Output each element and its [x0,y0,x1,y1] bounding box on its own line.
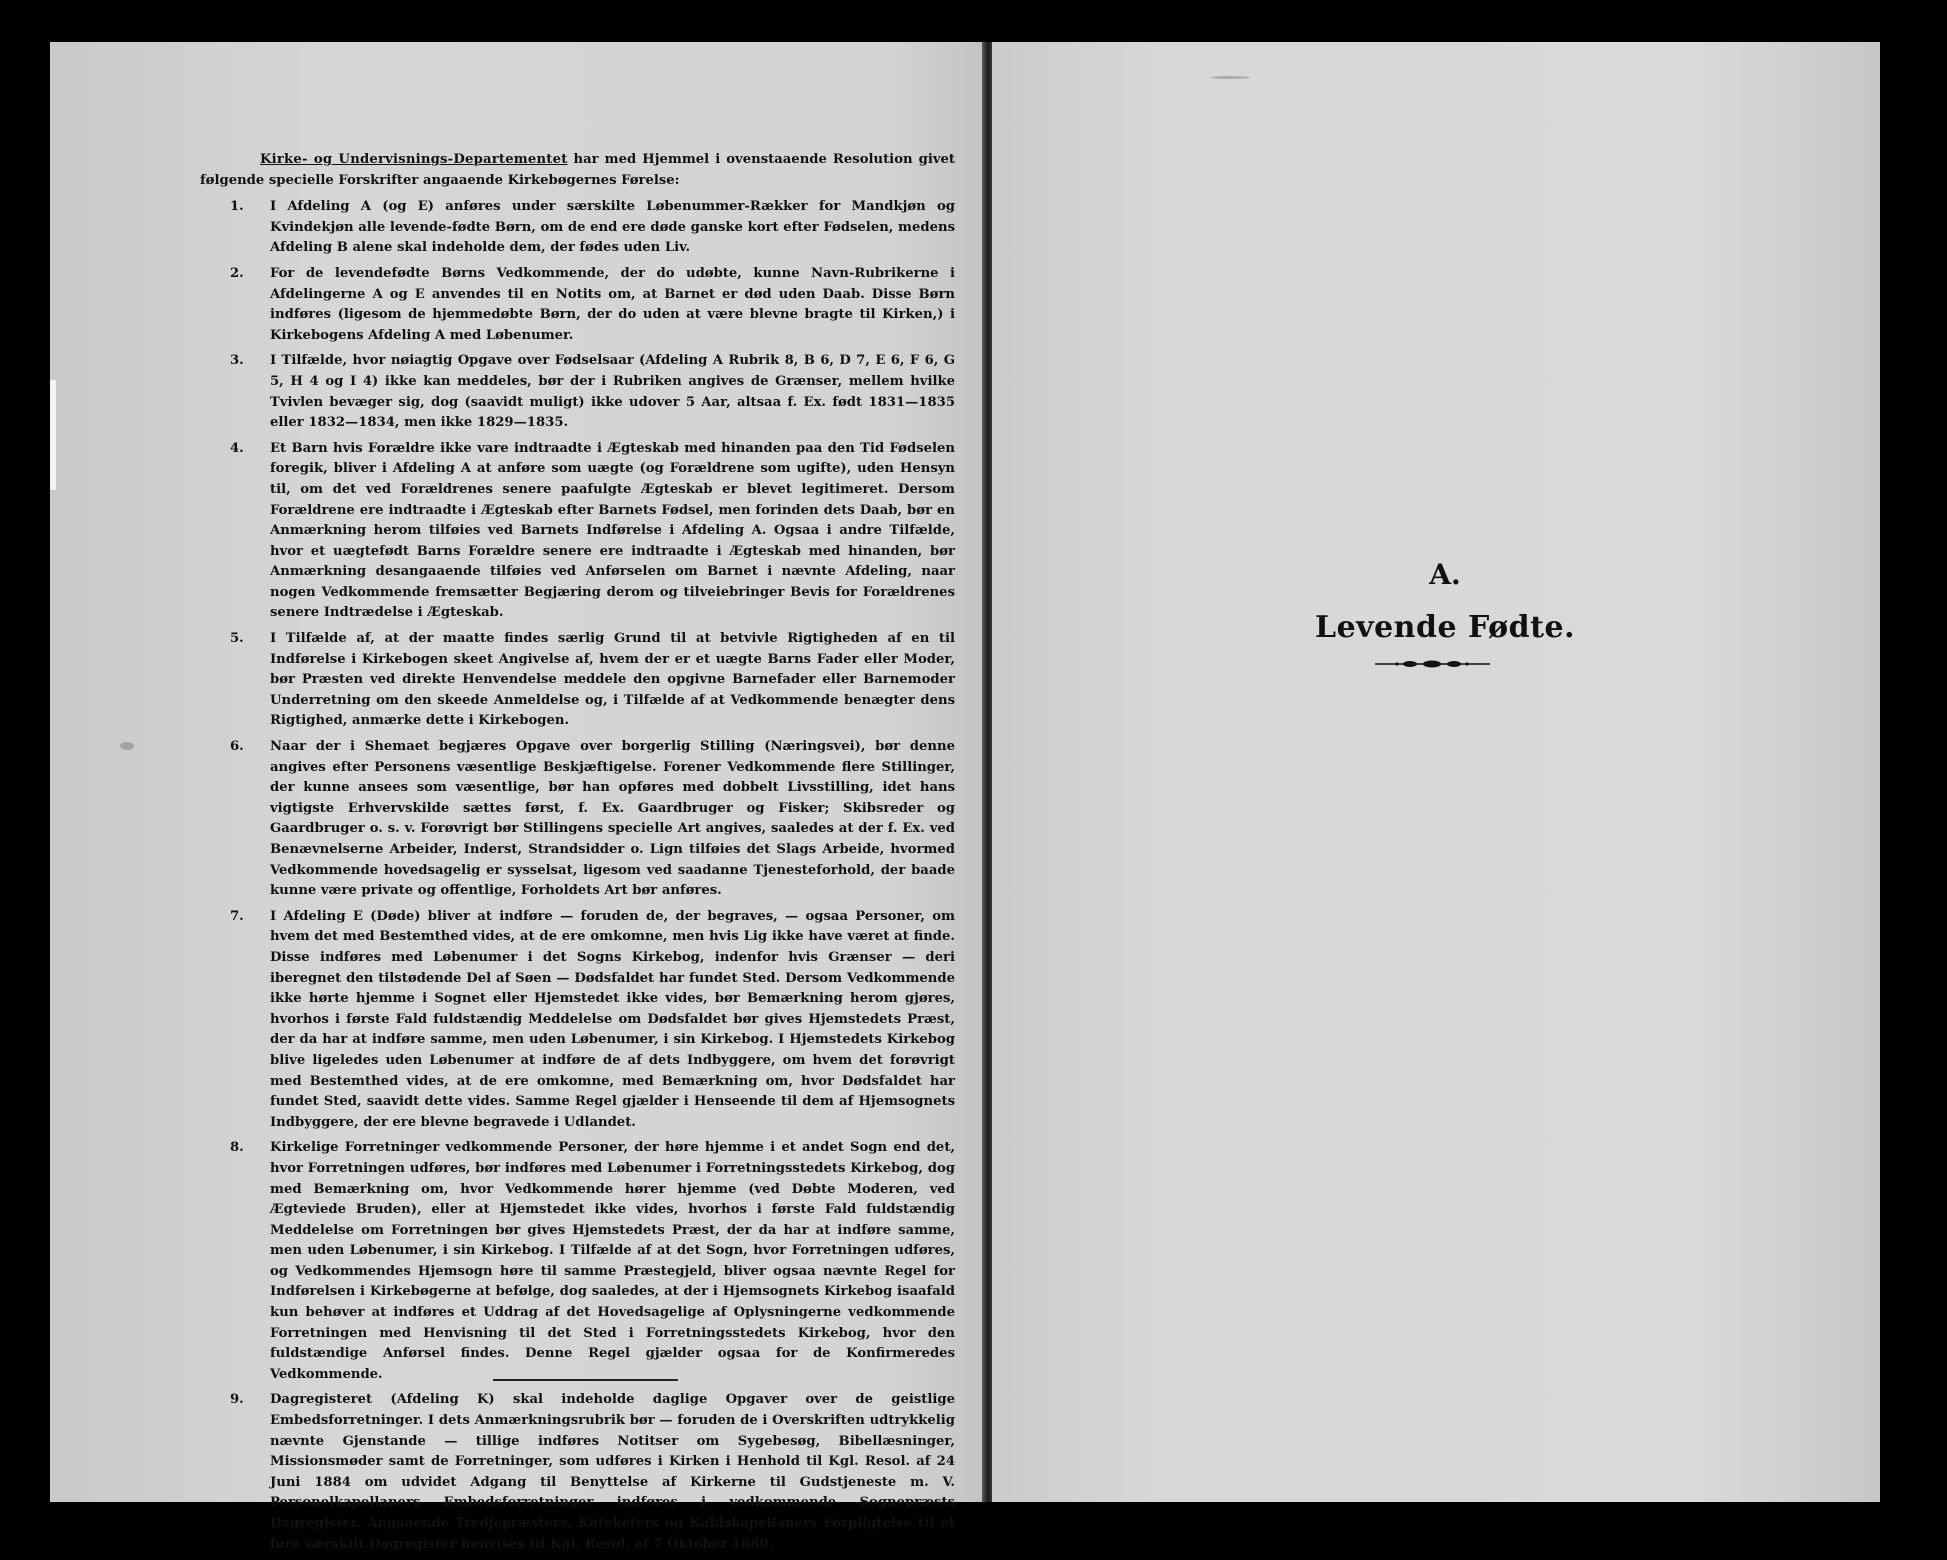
item-number: 3. [230,353,244,369]
item-number: 4. [230,440,244,456]
item-number: 8. [230,1140,244,1156]
item-text: I Tilfælde af, at der maatte findes særlig Grund til at betvivle Rigtigheden af en til Indførelse i Kirkebogen skeet Angivelse af, hvem der er et uægte Barns Fader eller Moder, bør Præsten ved direkte Henvendelse meddele den opgivne Barnefader eller Barnemoder Underretning om den skeede Anmeldelse og, i Tilfælde af at Vedkommende benægter dens Rigtighed, anmærke dette i Kirkebogen. [270,631,955,729]
item-text: Kirkelige Forretninger vedkommende Personer, der høre hjemme i et andet Sogn end det, hvor Forretningen udføres, bør indføres med Løbenumer i Forretningsstedets Kirkebog, dog med Bemærkning om, hvor Vedkommende hører hjemme (ved Døbte Moderen, ved Ægteviede Bruden), eller at Hjemstedet ikke vides, hvorhos i første Fald fuldstændig Meddelelse om Forretningen bør gives Hjemstedets Præst, der da har at indføre samme, men uden Løbenumer, i sin Kirkebog. I Tilfælde af at det Sogn, hvor Forretningen udføres, og Vedkommendes Hjemsogn høre til samme Præstegjeld, bliver ogsaa nævnte Regel for Indførelsen i Kirkebøgerne at befølge, dog saaledes, at der i Hjemsognets Kirkebog isaafald kun behøver at indføres et Uddrag af det Hovedsagelige af Oplysningerne vedkommende Forretningen med Henvisning til det Sted i Forretningsstedets Kirkebog, hvor den fuldstændige Anførsel findes. Denne Regel gjælder ogsaa for de Konfirmeredes Vedkommende. [270,1140,955,1382]
regulation-item [200,439,955,624]
item-text: Dagregisteret (Afdeling K) skal indeholde daglige Opgaver over de geistlige Embedsforretninger. I dets Anmærkningsrubrik bør — foruden de i Overskriften udtrykkelig nævnte Gjenstande — tillige indføres Notitser om Sygebesøg, Bibellæsninger, Missionsmøder samt de Forretninger, som udføres i Kirken i Henhold til Kgl. Resol. af 24 Juni 1884 om udvidet Adgang til Benyttelse af Kirkerne til Gudstjeneste m. V. Personelkapellaners Embedsforretninger indføres i vedkommende Sognepræsts Dagregister. Angaaende Tredjepræsters, Kateketers og Kaldskapellaners Forpligtelse til at føre særskilt Dagregister henvises til Kgl. Resol. af 7 Oktober 1880. [270,1392,955,1552]
closing-rule [493,1379,678,1381]
department-name: Kirke- og Undervisnings-Departementet [260,152,568,167]
regulations-text [200,150,955,1560]
book-gutter [982,42,992,1502]
decorative-ornament [1375,660,1490,668]
item-text: Et Barn hvis Forældre ikke vare indtraadte i Ægteskab med hinanden paa den Tid Fødselen foregik, bliver i Afdeling A at anføre som uægte (og Forældrene som ugifte), uden Hensyn til, om det ved Forældrenes senere paafulgte Ægteskab er blevet legitimeret. Dersom Forældrene ere indtraadte i Ægteskab efter Barnets Fødsel, men forinden dets Daab, bør en Anmærkning herom tilføies ved Barnets Indførelse i Afdeling A. Ogsaa i andre Tilfælde, hvor et uægtefødt Barns Forældre senere ere indtraadte i Ægteskab med hinanden, bør Anmærkning desangaaende tilføies ved Anførselen om Barnet i nævnte Afdeling, naar nogen Vedkommende fremsætter Begjæring derom og tilveiebringer Bevis for Forældrenes senere Indtrædelse i Ægteskab. [270,440,955,621]
section-letter: A. [1429,558,1461,591]
item-number: 1. [230,199,244,215]
item-number: 5. [230,631,244,647]
item-number: 7. [230,908,244,924]
item-text: I Afdeling E (Døde) bliver at indføre — foruden de, der begraves, — ogsaa Personer, om hvem det med Bestemthed vides, at de ere omkomne, men hvis Lig ikke have været at finde. Disse indføres med Løbenumer i det Sogns Kirkebog, indenfor hvis Grænser — deri iberegnet den tilstødende Del af Søen — Dødsfaldet har fundet Sted. Dersom Vedkommende ikke hørte hjemme i Sognet eller Hjemstedet ikke vides, bør Bemærkning herom gjøres, hvorhos i første Fald fuldstændig Meddelelse om Dødsfaldet bør gives Hjemstedets Præst, der da har at indføre samme, men uden Løbenumer, i sin Kirkebog. I Hjemstedets Kirkebog blive ligeledes uden Løbenumer at indføre de af dets Indbyggere, om hvem det forøvrigt med Bestemthed vides, at de ere omkomne, med Bemærkning om, hvor Dødsfaldet har fundet Sted, saavidt dette vides. Samme Regel gjælder i Henseende til dem af Hjemsognets Indbyggere, der ere blevne begravede i Udlandet. [270,908,955,1130]
intro-text: har med Hjemmel i ovenstaaende Resolution givet følgende specielle Forskrifter angaaende Kirkebøgernes Førelse: [200,152,955,188]
section-title: Levende Fødte. [1314,610,1576,645]
item-text: For de levendefødte Børns Vedkommende, der do udøbte, kunne Navn-Rubrikerne i Afdelingerne A og E anvendes til en Notits om, at Barnet er død uden Daab. Disse Børn indføres (ligesom de hjemmedøbte Børn, der do uden at være blevne bragte til Kirken,) i Kirkebogens Afdeling A med Løbenumer. [270,265,955,343]
item-number: 6. [230,739,244,755]
right-page [992,42,1880,1502]
regulation-item [200,907,955,1134]
regulation-item [200,264,955,346]
item-text: I Tilfælde, hvor nøiagtig Opgave over Fødselsaar (Afdeling A Rubrik 8, B 6, D 7, E 6, F 6, G 5, H 4 og I 4) ikke kan meddeles, bør der i Rubriken angives de Grænser, mellem hvilke Tvivlen bevæger sig, dog (saavidt muligt) ikke udover 5 Aar, altsaa f. Ex. født 1831—1835 eller 1832—1834, men ikke 1829—1835. [270,353,955,431]
item-number: 2. [230,265,244,281]
page-edge-mark [50,380,56,490]
ink-spot [120,742,134,750]
ink-spot [1210,76,1250,79]
intro-paragraph [200,150,955,191]
item-text: Naar der i Shemaet begjæres Opgave over borgerlig Stilling (Næringsvei), bør denne angives efter Personens væsentlige Beskjæftigelse. Forener Vedkommende flere Stillinger, der kunne ansees som væsentlige, bør han opføres med dobbelt Livsstilling, idet hans vigtigste Erhvervskilde sættes først, f. Ex. Gaardbruger og Fisker; Skibsreder og Gaardbruger o. s. v. Forøvrigt bør Stillingens specielle Art angives, saaledes at der f. Ex. ved Benævnelserne Arbeider, Inderst, Strandsidder o. Lign tilføies det Slags Arbeide, hvormed Vedkommende hovedsagelig er sysselsat, ligesom ved saadanne Tjenesteforhold, der baade kunne være private og offentlige, Forholdets Art bør anføres. [270,739,955,899]
regulation-item [200,629,955,732]
regulation-item [200,351,955,433]
item-text: I Afdeling A (og E) anføres under særskilte Løbenummer-Rækker for Mandkjøn og Kvindekjøn alle levende-fødte Børn, om de end ere døde ganske kort efter Fødselen, medens Afdeling B alene skal indeholde dem, der fødes uden Liv. [270,199,955,256]
regulation-item [200,1138,955,1385]
regulation-item [200,197,955,259]
regulation-item [200,737,955,902]
regulation-item [200,1390,955,1555]
item-number: 9. [230,1392,244,1408]
